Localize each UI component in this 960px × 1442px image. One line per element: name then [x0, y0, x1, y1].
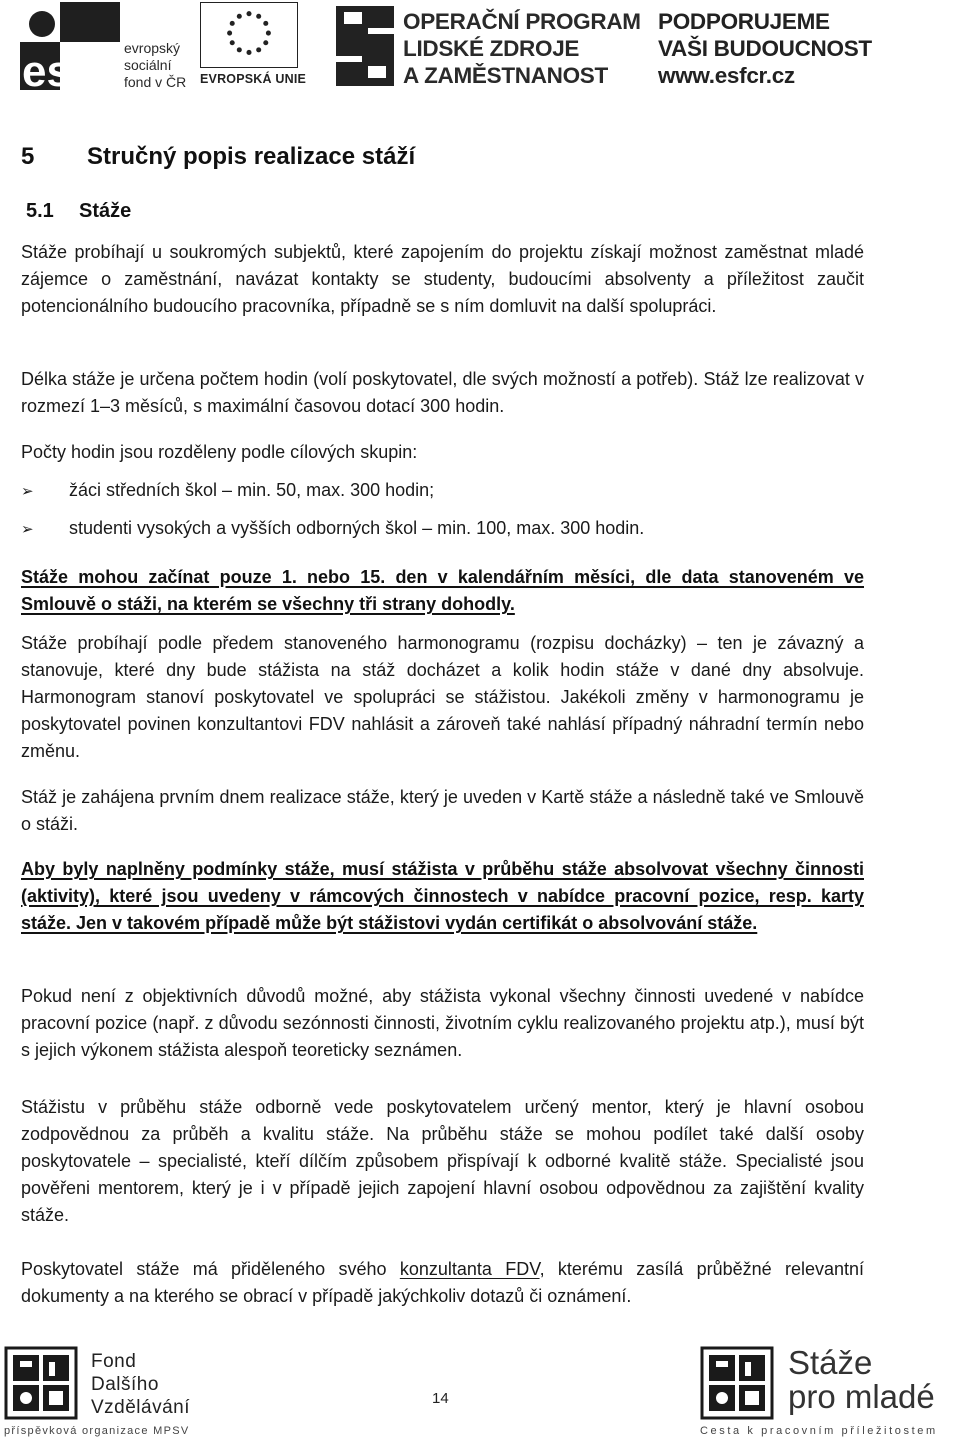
esf-text: evropský sociální fond v ČR: [124, 40, 187, 90]
fdv-subtitle: příspěvková organizace MPSV: [4, 1425, 190, 1437]
staze-pro-mlade-text: Stáže pro mladé: [788, 1344, 935, 1415]
paragraph-length: Délka stáže je určena počtem hodin (volí poskytovatel, dle svých možností a potřeb). Stáž lze realizovat v rozmezí 1–3 měsíců, s maximální časovou dotací 300 hodin.: [21, 369, 864, 416]
eu-flag-icon: [200, 2, 298, 68]
staze-logo-icon: [700, 1346, 774, 1420]
bullet-arrow-icon: ➢: [21, 521, 34, 538]
eu-label: EVROPSKÁ UNIE: [200, 72, 307, 86]
bullet-arrow-icon: ➢: [21, 483, 34, 500]
paragraph-mentor: Stážistu v průběhu stáže odborně vede poskytovatelem určený mentor, který je hlavní osobou zodpovědnou za průběh a kvalitu stáže. Na průběhu stáže se mohou podílet také další osoby poskytovatele – specialisté, kteří dílčím způsobem přispívají k odborné kvalitě stáže. Specialisté jsou pověřeni mentorem, který je i v případě jejich zapojení hlavní osobou odpovědnou za zajištění kvality stáže.: [21, 1097, 864, 1225]
paragraph-start: Stáž je zahájena prvním dnem realizace stáže, který je uveden v Kartě stáže a následně také ve Smlouvě o stáži.: [21, 787, 864, 834]
page-number: 14: [432, 1390, 449, 1407]
paragraph-start-dates: Stáže mohou začínat pouze 1. nebo 15. den v kalendářním měsíci, dle data stanoveném ve Smlouvě o stáži, na kterém se všechny tři strany dohodly.: [21, 567, 864, 614]
paragraph-intro: Stáže probíhají u soukromých subjektů, které zapojením do projektu získají možnost zaměstnat mladé zájemce o zaměstnání, navázat kontakty se studenty, budoucími absolventy a příležitost zaučit potencionálního budoucího pracovníka, případně se s ním domluvit na další spolupráci.: [21, 242, 864, 316]
esf-website-link[interactable]: www.esfcr.cz: [658, 63, 795, 88]
subsection-title: Stáže: [79, 200, 132, 222]
section-heading: [21, 143, 415, 171]
list-item: ➢ žáci středních škol – min. 50, max. 300 hodin;: [21, 477, 434, 505]
page-header: [0, 0, 960, 100]
support-text: PODPORUJEME VAŠI BUDOUCNOST www.esfcr.cz: [658, 9, 872, 88]
fdv-logo-icon: [4, 1346, 78, 1420]
staze-subtitle: Cesta k pracovním příležitostem: [700, 1425, 938, 1437]
subsection-heading: [26, 200, 131, 223]
section-title: Stručný popis realizace stáží: [87, 143, 416, 170]
esf-mark: esf: [22, 47, 86, 90]
subsection-number: 5.1: [26, 200, 54, 222]
fdv-name: Fond Dalšího Vzdělávání: [91, 1351, 191, 1418]
paragraph-conditions: Aby byly naplněny podmínky stáže, musí stážista v průběhu stáže absolvovat všechny činnosti (aktivity), které jsou uvedeny v rámcových činnostech v nabídce pracovní pozice, resp. karty stáže. Jen v takovém případě může být stážistovi vydán certifikát o absolvování stáže.: [21, 859, 864, 933]
paragraph-exceptions: Pokud není z objektivních důvodů možné, aby stážista vykonal všechny činnosti uvedené v nabídce pracovní pozice (např. z důvodu sezónnosti činnosti, životním cyklu realizovaného projektu atp.), musí být s jejich výkonem stážista alespoň teoreticky seznámen.: [21, 986, 864, 1060]
paragraph-schedule: Stáže probíhají podle předem stanoveného harmonogramu (rozpisu docházky) – ten je závazný a stanovuje, které dny bude stážista na stáž docházet a kolik hodin stáže v dané dny absolvuje. Harmonogram stanoví poskytovatel ve spolupráci se stážistou. Jakékoli změny v harmonogramu je poskytovatel povinen konzultantovi FDV nahlásit a zároveň také nahlásí případný náhradní termín nebo změnu.: [21, 633, 864, 761]
paragraph-hours: Počty hodin jsou rozděleny podle cílových skupin:: [21, 442, 418, 462]
list-item: ➢ studenti vysokých a vyšších odborných škol – min. 100, max. 300 hodin.: [21, 515, 644, 543]
op-program-text: OPERAČNÍ PROGRAM LIDSKÉ ZDROJE A ZAMĚSTNANOST: [403, 9, 641, 88]
consultant-link[interactable]: konzultanta FDV: [399, 1259, 540, 1279]
section-number: 5: [21, 143, 35, 170]
paragraph-consultant: Poskytovatel stáže má přiděleného svého konzultanta FDV, kterému zasílá průběžné relevantní dokumenty a na kterého se obrací v případě jakýchkoliv dotazů či oznámení.: [21, 1259, 865, 1306]
esf-logo-icon: [20, 2, 120, 90]
op-logo-icon: [334, 4, 396, 88]
